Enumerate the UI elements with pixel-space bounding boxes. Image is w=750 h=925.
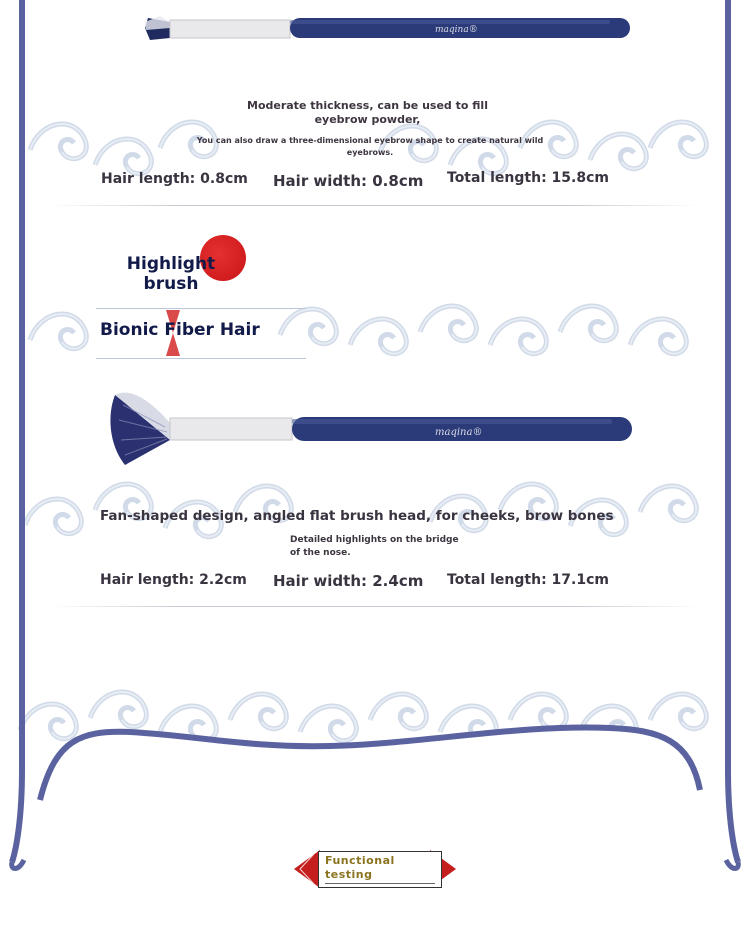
section-divider [50,606,700,607]
title-rule [96,358,306,359]
frame-right-border [728,0,738,862]
spec-total-length: Total length: 17.1cm [447,572,609,588]
fan-brush-image [105,385,635,470]
frame-left-border [12,0,22,862]
spec-hair-length: Hair length: 0.8cm [101,171,248,187]
title-rule [96,308,306,309]
highlight-brush-title: Highlight brush [126,254,216,294]
fan-brush-subtext: Detailed highlights on the bridge [290,535,459,545]
eyebrow-brush-subtext: You can also draw a three-dimensional eyebrow shape to create natural wild [196,136,544,145]
spec-hair-width: Hair width: 0.8cm [273,172,424,190]
functional-testing-label: Functional testing [325,854,395,881]
bionic-fiber-hair-label: Bionic Fiber Hair [100,320,260,340]
spec-total-length: Total length: 15.8cm [447,170,609,186]
fan-brush-description: Fan-shaped design, angled flat brush head, for cheeks, brow bones [100,508,614,524]
tag-underline [325,883,435,884]
spec-hair-width: Hair width: 2.4cm [273,572,424,590]
fan-brush-subtext: of the nose. [290,548,351,558]
scroll-panel [40,727,700,925]
eyebrow-brush-subtext: eyebrows. [346,148,394,157]
spec-hair-length: Hair length: 2.2cm [100,572,247,588]
functional-testing-tag [318,851,442,888]
eyebrow-brush-image [140,8,640,48]
section-divider [50,205,700,206]
eyebrow-brush-description: Moderate thickness, can be used to fill eyebrow powder, [247,99,488,126]
brand-logo: maqina® [435,25,478,35]
brand-logo: maqina® [435,427,483,438]
